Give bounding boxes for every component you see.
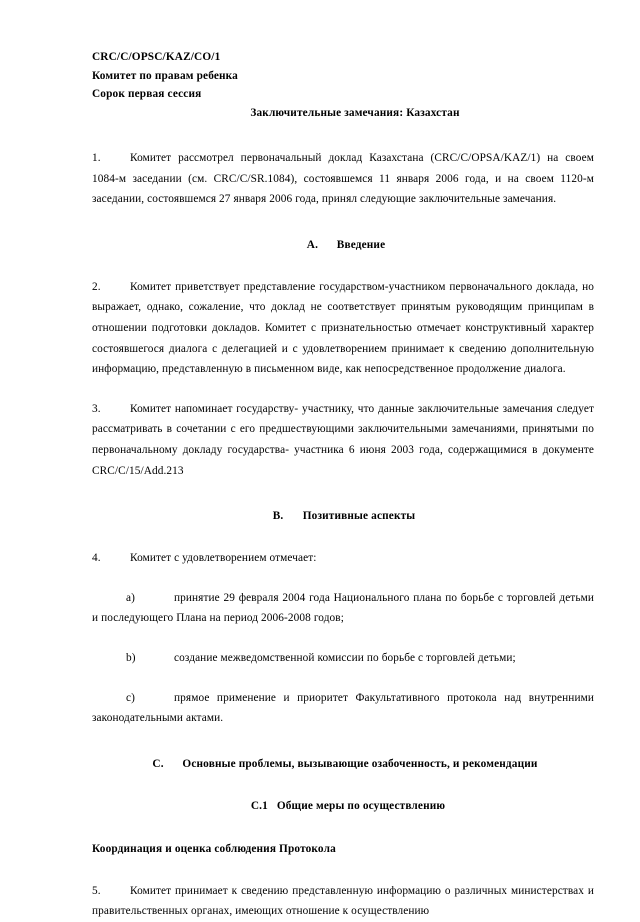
section-a-title: Введение <box>336 238 386 251</box>
paragraph-3-number: 3. <box>92 402 101 415</box>
document-symbol: CRC/C/OPSC/KAZ/CO/1 <box>92 51 221 63</box>
section-heading-c1 <box>92 798 594 814</box>
section-heading-a <box>92 237 594 253</box>
document-body <box>92 48 594 922</box>
paragraph-1-text: Комитет рассмотрел первоначальный доклад Казахстана (CRC/C/OPSA/KAZ/1) на своем 1084-м заседании (см. CRC/C/SR.1084), состоявшемся 11 января 2006 года, и на своем 1120-м заседании, состоявшемся 27 января 2006 года, принял следующие заключительные замечания. <box>92 152 594 206</box>
paragraph-4a-number: a) <box>126 591 135 604</box>
paragraph-3 <box>92 399 594 481</box>
paragraph-5-text: Комитет принимает к сведению представленную информацию о различных министерствах и правительственных органах, имеющих отношение к осуществлению <box>92 884 594 918</box>
section-heading-c <box>92 756 594 772</box>
section-c-label: C. <box>152 757 164 770</box>
paragraph-4c <box>92 688 594 729</box>
paragraph-5-number: 5. <box>92 884 101 897</box>
section-c-title: Основные проблемы, вызывающие озабоченность, и рекомендации <box>182 757 538 770</box>
section-heading-b <box>92 508 594 524</box>
subsection-heading-coordination: Координация и оценка соблюдения Протокола <box>92 842 336 855</box>
section-b-label: B. <box>272 510 284 523</box>
section-c1-title: Общие меры по осуществлению <box>276 799 446 812</box>
paragraph-1 <box>92 148 594 210</box>
paragraph-4b-number: b) <box>126 651 136 664</box>
session-name: Сорок первая сессия <box>92 88 202 100</box>
paragraph-3-text: Комитет напоминает государству- участнику, что данные заключительные замечания следует рассматривать в сочетании с его предшествующими заключительными замечаниями, принятыми по первоначальному докладу государства- участника 6 июня 2003 года, содержащимися в документе CRC/C/15/Add.213 <box>92 402 594 477</box>
committee-name: Комитет по правам ребенка <box>92 69 238 82</box>
paragraph-4a-text: принятие 29 февраля 2004 года Национального плана по борьбе с торговлей детьми и последующего Плана на период 2006-2008 годов; <box>92 591 594 625</box>
paragraph-4-number: 4. <box>92 552 101 565</box>
paragraph-4 <box>92 548 594 569</box>
paragraph-4-text: Комитет с удовлетворением отмечает: <box>130 552 317 565</box>
paragraph-4a <box>92 588 594 629</box>
page-title: Заключительные замечания: Казахстан <box>250 106 460 119</box>
section-b-title: Позитивные аспекты <box>302 510 416 523</box>
section-a-label: A. <box>306 238 319 251</box>
paragraph-2 <box>92 277 594 380</box>
section-c1-label: C.1 <box>250 799 268 812</box>
paragraph-2-number: 2. <box>92 280 101 293</box>
paragraph-2-text: Комитет приветствует представление государством-участником первоначального доклада, но выражает, однако, сожаление, что доклад не соответствует принятым руководящим принципам в отношении подготовки докладов. Комитет с признательностью отмечает конструктивный характер состоявшегося диалога с делегацией и с удовлетворением принимает к сведению дополнительную информацию, представленную в письменном виде, как непосредственное продолжение диалога. <box>92 280 594 376</box>
paragraph-5 <box>92 881 594 922</box>
paragraph-1-number: 1. <box>92 152 101 164</box>
paragraph-4c-number: c) <box>126 691 135 704</box>
paragraph-4c-text: прямое применение и приоритет Факультативного протокола над внутренними законодательными актами. <box>92 691 594 725</box>
paragraph-4b-text: создание межведомственной комиссии по борьбе с торговлей детьми; <box>174 651 516 664</box>
paragraph-4b <box>92 648 594 669</box>
